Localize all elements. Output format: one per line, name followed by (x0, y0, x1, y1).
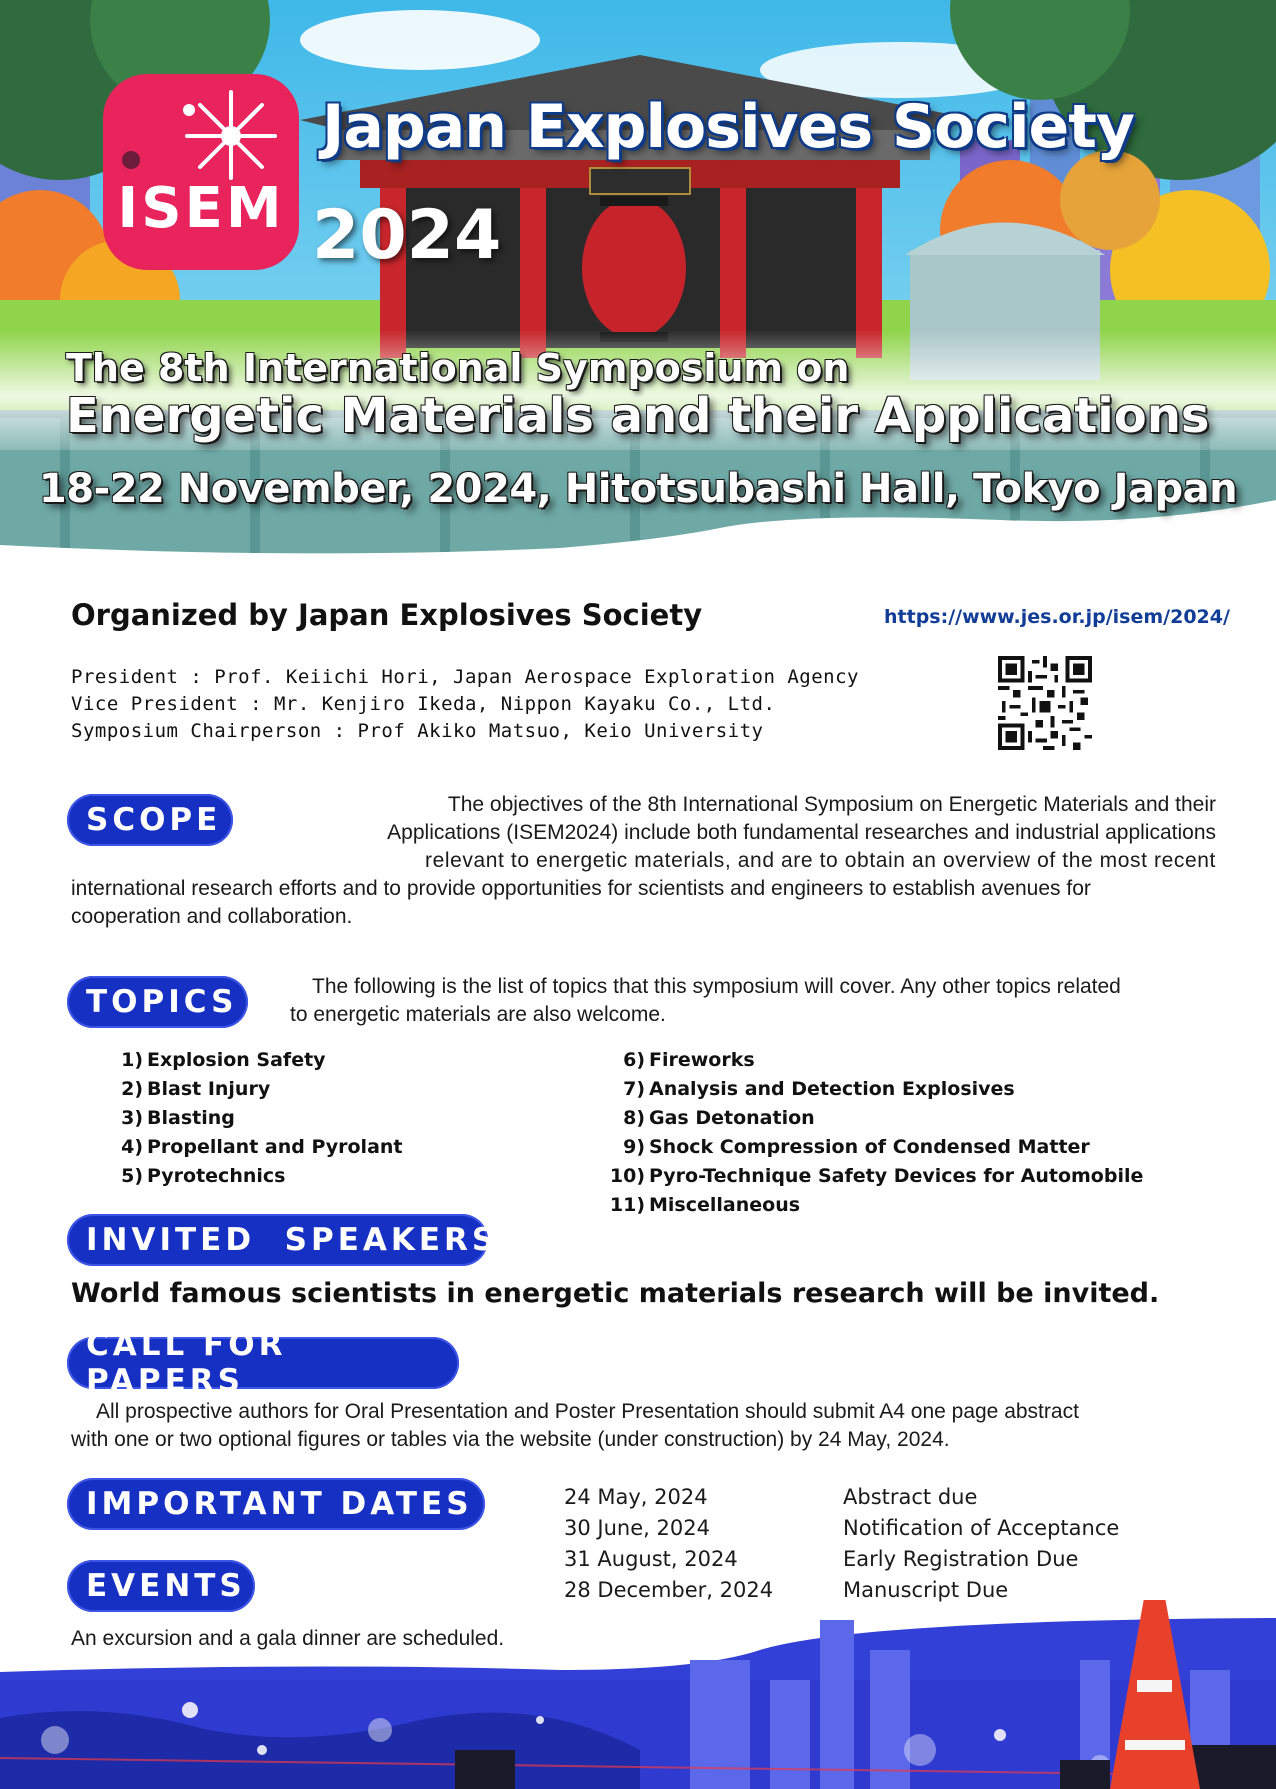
scope-line-2: Applications (ISEM2024) include both fundamental researches and industrial applications (387, 821, 1216, 844)
dates-heading-label: IMPORTANT DATES (86, 1486, 473, 1522)
header-banner (0, 0, 1276, 568)
date-venue: 18-22 November, 2024, Hitotsubashi Hall, Tokyo Japan (38, 466, 1238, 512)
topics-intro-line-1: The following is the list of topics that this symposium will cover. Any other topics related (312, 975, 1121, 998)
date-event: Early Registration Due (843, 1547, 1079, 1571)
topic-item: 10) Pyro-Technique Safety Devices for Automobile (609, 1165, 1144, 1187)
topic-item: 8) Gas Detonation (623, 1107, 815, 1129)
date-events-column (843, 1482, 1119, 1606)
call-heading-label: CALL FOR PAPERS (86, 1327, 287, 1399)
year-title: 2024 (312, 196, 502, 275)
logo-text: ISEM (117, 176, 285, 241)
invited-heading-label: INVITED SPEAKERS (86, 1222, 499, 1258)
footer-skyline (0, 1600, 1276, 1789)
topic-item: 3) Blasting (121, 1107, 235, 1129)
topic-item: 4) Propellant and Pyrolant (121, 1136, 403, 1158)
topics-intro-line-2: to energetic materials are also welcome. (290, 1003, 666, 1026)
topics-heading-label: TOPICS (86, 984, 238, 1020)
call-for-papers-text (71, 1398, 1216, 1454)
scope-heading-label: SCOPE (86, 802, 222, 838)
invited-speakers-heading (67, 1214, 499, 1266)
dates-column (564, 1482, 773, 1606)
events-heading-label: EVENTS (86, 1568, 246, 1604)
date-value: 24 May, 2024 (564, 1485, 708, 1509)
chairperson-line: Symposium Chairperson : Prof Akiko Matsuo, Keio University (71, 720, 764, 742)
call-for-papers-heading (67, 1327, 459, 1399)
topic-item: 5) Pyrotechnics (121, 1165, 286, 1187)
topic-item: 9) Shock Compression of Condensed Matter (623, 1136, 1090, 1158)
qr-code-icon[interactable] (998, 656, 1092, 750)
date-event: Abstract due (843, 1485, 978, 1509)
scope-line-3: relevant to energetic materials, and are to obtain an overview of the most recent (424, 849, 1216, 872)
president-line: President : Prof. Keiichi Hori, Japan Aerospace Exploration Agency (71, 666, 859, 688)
date-value: 28 December, 2024 (564, 1578, 774, 1602)
topic-item: 6) Fireworks (623, 1049, 755, 1071)
call-line-2: with one or two optional figures or tables via the website (under construction) by 24 May, 2024. (71, 1428, 950, 1451)
date-value: 30 June, 2024 (564, 1516, 710, 1540)
call-line-1: All prospective authors for Oral Presentation and Poster Presentation should submit A4 one page abstract (96, 1400, 1079, 1423)
officers-list (71, 664, 859, 745)
topic-item: 11) Miscellaneous (609, 1194, 801, 1216)
society-title: Japan Explosives Society (322, 92, 1135, 162)
topic-item: 2) Blast Injury (121, 1078, 271, 1100)
topic-item: 1) Explosion Safety (121, 1049, 326, 1071)
symposium-title-line2: Energetic Materials and their Applications (66, 388, 1210, 444)
vice-president-line: Vice President : Mr. Kenjiro Ikeda, Nippon Kayaku Co., Ltd. (71, 693, 776, 715)
invited-speakers-text: World famous scientists in energetic materials research will be invited. (71, 1278, 1160, 1309)
date-value: 31 August, 2024 (564, 1547, 738, 1571)
events-text: An excursion and a gala dinner are scheduled. (71, 1627, 505, 1650)
topics-intro (290, 973, 1216, 1029)
scope-line-4: international research efforts and to provide opportunities for scientists and engineers to establish avenues for (71, 877, 1091, 900)
date-event: Manuscript Due (843, 1578, 1009, 1602)
date-event: Notification of Acceptance (843, 1516, 1120, 1540)
organized-by: Organized by Japan Explosives Society (71, 598, 703, 632)
scope-text (71, 791, 1216, 931)
topics-heading (67, 976, 248, 1028)
isem-logo (103, 74, 299, 270)
tokyo-skyline-illustration (0, 1600, 1276, 1789)
symposium-title-line1: The 8th International Symposium on (66, 346, 850, 390)
website-link[interactable]: https://www.jes.or.jp/isem/2024/ (884, 606, 1230, 628)
scope-line-1: The objectives of the 8th International Symposium on Energetic Materials and their (447, 793, 1216, 816)
scope-line-5: cooperation and collaboration. (71, 905, 353, 928)
important-dates-heading (67, 1478, 485, 1530)
topic-item: 7) Analysis and Detection Explosives (623, 1078, 1015, 1100)
